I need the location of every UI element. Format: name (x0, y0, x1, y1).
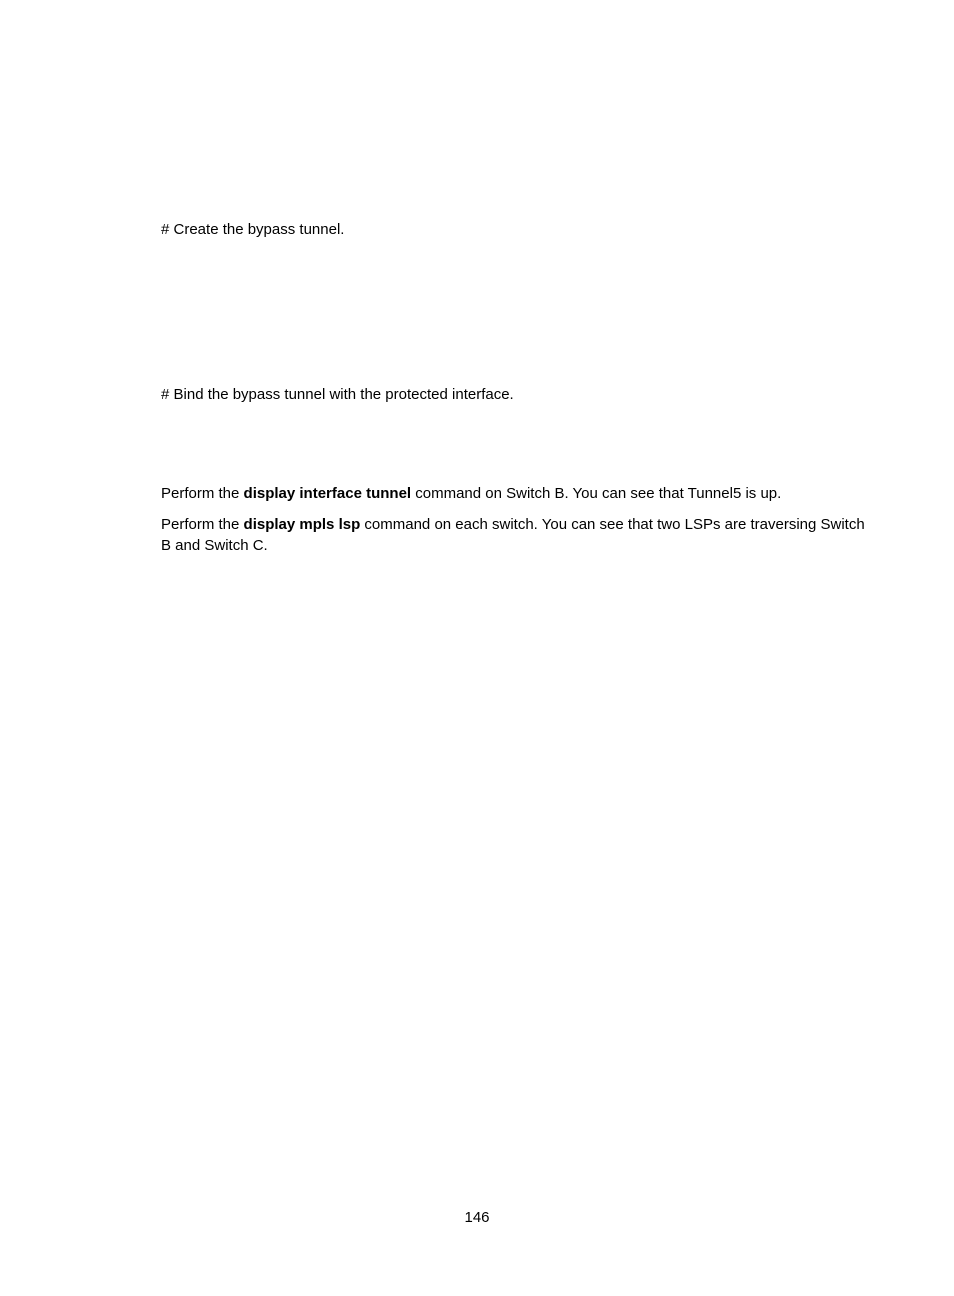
command-display-mpls-lsp: display mpls lsp (243, 516, 361, 533)
text-segment: Perform the (161, 485, 244, 502)
verification-paragraph-1 (161, 483, 871, 504)
text-segment: command on Switch B. You can see that Tunnel5 is up. (411, 485, 782, 502)
text-segment: Perform the (161, 516, 244, 533)
page-number: 146 (464, 1209, 490, 1226)
step-create-bypass-tunnel: # Create the bypass tunnel. (161, 221, 345, 238)
command-display-interface-tunnel: display interface tunnel (243, 485, 412, 502)
text-segment: command on each switch. You can see that two LSPs are traversing Switch B and Switch C. (161, 516, 865, 554)
verification-paragraph-2 (161, 514, 871, 556)
step-bind-bypass-tunnel: # Bind the bypass tunnel with the protected interface. (161, 386, 514, 403)
